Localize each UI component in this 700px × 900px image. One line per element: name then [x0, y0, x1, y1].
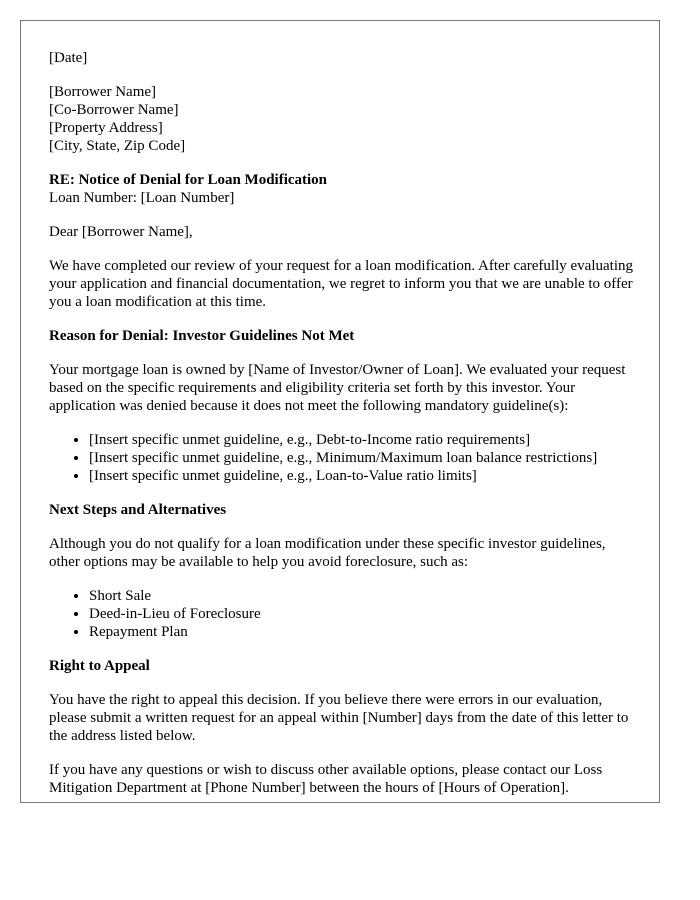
reason-heading: Reason for Denial: Investor Guidelines Not Met [49, 328, 355, 344]
next-steps-heading: Next Steps and Alternatives [49, 502, 227, 518]
list-item: • [Insert specific unmet guideline, e.g., Debt-to-Income ratio requirements] [89, 431, 639, 449]
subject-block [49, 171, 639, 207]
contact-paragraph: If you have any questions or wish to discuss other available options, please contact our Loss Mitigation Department at [Phone Number] between the hours of [Hours of Operation]. [49, 762, 603, 796]
appeal-paragraph: You have the right to appeal this decision. If you believe there were errors in our evaluation, please submit a written request for an appeal within [Number] days from the date of this letter to the address listed below. [49, 692, 629, 744]
letter-body [49, 49, 639, 803]
intro-paragraph: We have completed our review of your request for a loan modification. After carefully evaluating your application and financial documentation, we regret to inform you that we are unable to offer you a loan modification at this time. [49, 258, 633, 310]
appeal-heading: Right to Appeal [49, 658, 150, 674]
list-item: • Short Sale [89, 587, 639, 605]
list-item: • Repayment Plan [89, 623, 639, 641]
recipient-property-address: [Property Address] [49, 120, 163, 136]
subject-line: RE: Notice of Denial for Loan Modification [49, 172, 328, 188]
unmet-guidelines-list [49, 431, 639, 485]
recipient-borrower-name: [Borrower Name] [49, 84, 157, 100]
alternatives-list [49, 587, 639, 641]
recipient-city-state-zip: [City, State, Zip Code] [49, 138, 186, 154]
reason-paragraph: Your mortgage loan is owned by [Name of Investor/Owner of Loan]. We evaluated your request based on the specific requirements and eligibility criteria set forth by this investor. Your application was denied because it does not meet the following mandatory guideline(s): [49, 362, 626, 414]
salutation: Dear [Borrower Name], [49, 224, 193, 240]
list-item: • [Insert specific unmet guideline, e.g., Minimum/Maximum loan balance restrictions] [89, 449, 639, 467]
letter-page [20, 20, 660, 803]
list-item: • [Insert specific unmet guideline, e.g., Loan-to-Value ratio limits] [89, 467, 639, 485]
recipient-co-borrower-name: [Co-Borrower Name] [49, 102, 179, 118]
letter-date: [Date] [49, 50, 88, 66]
list-item: • Deed-in-Lieu of Foreclosure [89, 605, 639, 623]
loan-number-line: Loan Number: [Loan Number] [49, 190, 235, 206]
next-steps-paragraph: Although you do not qualify for a loan modification under these specific investor guidelines, other options may be available to help you avoid foreclosure, such as: [49, 536, 606, 570]
recipient-block [49, 83, 639, 155]
